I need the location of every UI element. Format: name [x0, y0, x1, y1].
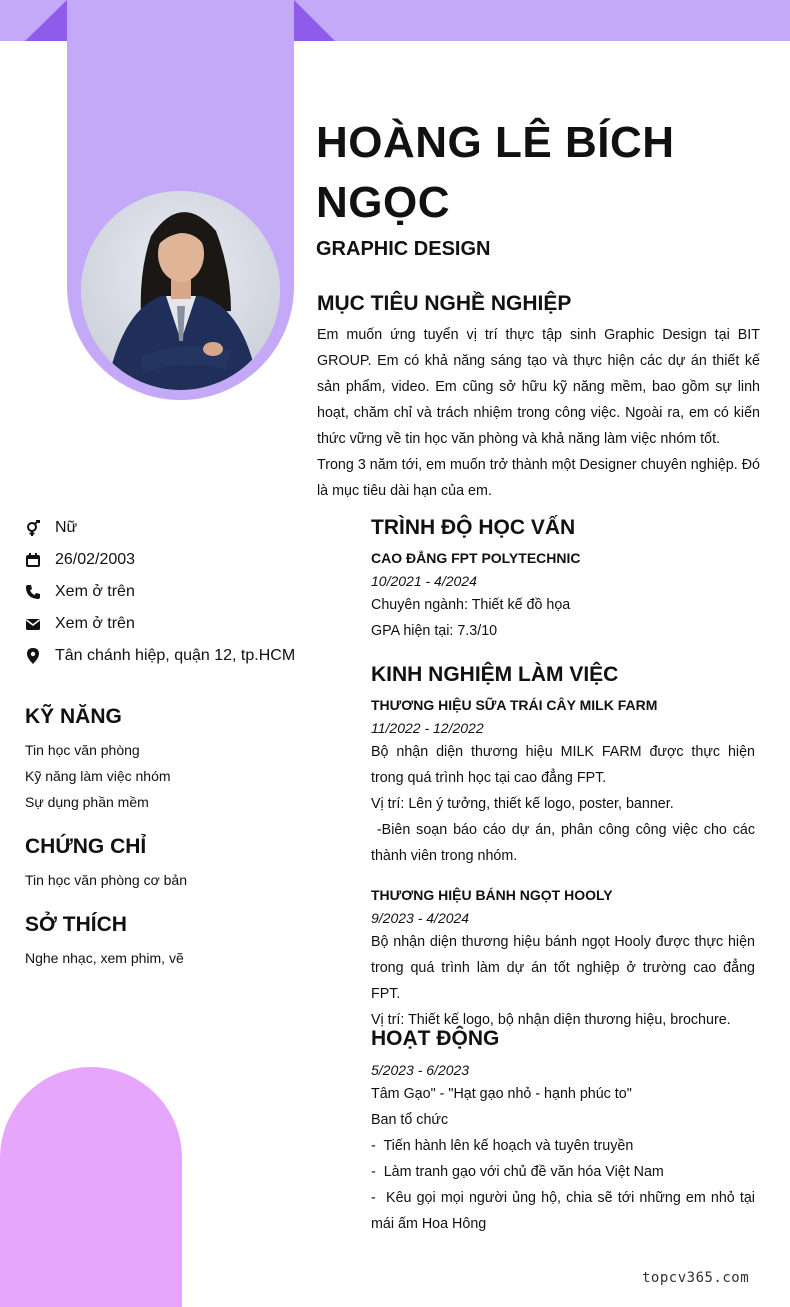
- activities-date: 5/2023 - 6/2023: [371, 1062, 470, 1078]
- corner-triangle-left: [25, 0, 67, 41]
- contact-address: [25, 640, 345, 672]
- gender-icon: [25, 520, 41, 536]
- education-section: [371, 514, 755, 644]
- calendar-icon: [25, 552, 41, 568]
- skill-item: Tin học văn phòng: [25, 742, 140, 758]
- objective-paragraph: Trong 3 năm tới, em muốn trở thành một Designer chuyên nghiệp. Đó là mục tiêu dài hạn của em.: [317, 457, 760, 499]
- watermark: topcv365.com: [642, 1270, 750, 1286]
- phone-icon: [25, 584, 41, 600]
- phone-text: Xem ở trên: [55, 583, 135, 600]
- education-school: CAO ĐẲNG FPT POLYTECHNIC: [371, 550, 581, 566]
- job-date: 11/2022 - 12/2022: [371, 720, 484, 736]
- job-description: Bộ nhận diện thương hiệu MILK FARM được thực hiện trong quá trình học tại cao đẳng FPT.: [371, 744, 755, 786]
- job-description: -Biên soạn báo cáo dự án, phân công công việc cho các thành viên trong nhóm.: [371, 822, 759, 864]
- hobbies-section: [25, 911, 345, 971]
- contact-birthday: [25, 544, 345, 576]
- contact-email: [25, 608, 345, 640]
- mail-icon: [25, 616, 41, 632]
- job-description: Bộ nhận diện thương hiệu bánh ngọt Hooly được thực hiện trong quá trình làm dự án tốt nghiệp ở trường cao đẳng FPT.: [371, 934, 755, 1002]
- location-icon: [25, 648, 41, 664]
- skills-section: [25, 703, 345, 815]
- activity-line: - Kêu gọi mọi người ủng hộ, chia sẽ tới những em nhỏ tại mái ấm Hoa Hông: [371, 1190, 759, 1232]
- candidate-name: HOÀNG LÊ BÍCH NGỌC: [316, 118, 675, 227]
- activities-section: [371, 1025, 759, 1237]
- candidate-role: GRAPHIC DESIGN: [316, 238, 491, 260]
- education-heading: TRÌNH ĐỘ HỌC VẤN: [371, 516, 576, 539]
- hobby-item: Nghe nhạc, xem phim, vẽ: [25, 950, 184, 966]
- activities-heading: HOẠT ĐỘNG: [371, 1027, 500, 1050]
- activity-line: Ban tổ chức: [371, 1112, 449, 1128]
- contact-gender: [25, 512, 345, 544]
- activity-line: - Làm tranh gạo với chủ đề văn hóa Việt Nam: [371, 1164, 664, 1180]
- bottom-arch-decoration: [0, 1067, 182, 1307]
- objective-section: [317, 290, 760, 504]
- activity-line: Tâm Gạo" - "Hạt gạo nhỏ - hạnh phúc to": [371, 1086, 632, 1102]
- gender-text: Nữ: [55, 519, 78, 536]
- contact-section: [25, 512, 345, 672]
- experience-heading: KINH NGHIỆM LÀM VIỆC: [371, 663, 619, 686]
- birthday-text: 26/02/2003: [55, 551, 136, 568]
- profile-photo: [81, 191, 280, 390]
- skills-heading: KỸ NĂNG: [25, 705, 122, 728]
- objective-paragraph: Em muốn ứng tuyển vị trí thực tập sinh Graphic Design tại BIT GROUP. Em có khả năng sáng tạo và thực hiện các dự án thiết kế sản phẩm, video. Em cũng sở hữu kỹ năng mềm, bao gồm sự linh hoạt, chăm chỉ và trách nhiệm trong công việc. Ngoài ra, em có kiến thức vững về tin học văn phòng và khả năng làm việc nhóm tốt.: [317, 327, 760, 447]
- skill-item: Sự dụng phần mềm: [25, 794, 149, 810]
- contact-phone: [25, 576, 345, 608]
- address-text: Tân chánh hiệp, quận 12, tp.HCM: [55, 647, 296, 664]
- activity-line: - Tiến hành lên kế hoạch và tuyên truyền: [371, 1138, 634, 1154]
- education-major: Chuyên ngành: Thiết kế đồ họa: [371, 597, 571, 613]
- education-gpa: GPA hiện tại: 7.3/10: [371, 623, 498, 639]
- education-date: 10/2021 - 4/2024: [371, 573, 477, 589]
- job-title: THƯƠNG HIỆU SỮA TRÁI CÂY MILK FARM: [371, 697, 658, 713]
- objective-heading: MỤC TIÊU NGHỀ NGHIỆP: [317, 292, 572, 315]
- certificates-heading: CHỨNG CHỈ: [25, 835, 147, 858]
- hobbies-heading: SỞ THÍCH: [25, 913, 127, 936]
- job-description: Vị trí: Thiết kế logo, bộ nhận diện thương hiệu, brochure.: [371, 1012, 731, 1028]
- job-date: 9/2023 - 4/2024: [371, 910, 470, 926]
- experience-section: [371, 661, 759, 1033]
- corner-triangle-right: [294, 0, 335, 41]
- job-description: Vị trí: Lên ý tưởng, thiết kế logo, poster, banner.: [371, 796, 674, 812]
- email-text: Xem ở trên: [55, 615, 135, 632]
- certificate-item: Tin học văn phòng cơ bản: [25, 872, 187, 888]
- certificates-section: [25, 833, 345, 893]
- skill-item: Kỹ năng làm việc nhóm: [25, 768, 171, 784]
- job-title: THƯƠNG HIỆU BÁNH NGỌT HOOLY: [371, 887, 613, 903]
